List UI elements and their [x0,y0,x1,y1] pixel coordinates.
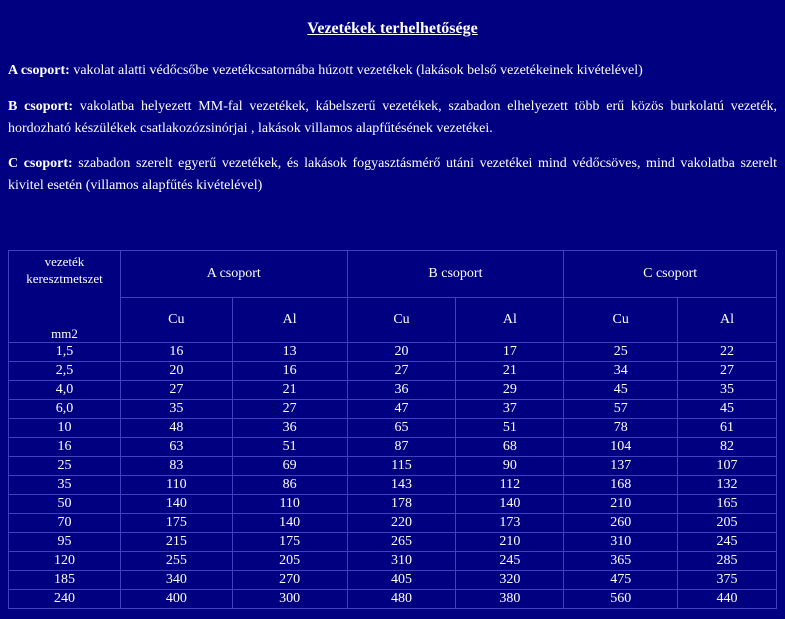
group-c-cu-cell: 78 [564,419,678,438]
group-c-al-cell: 82 [678,438,777,457]
group-b-al-cell: 380 [456,590,564,609]
cross-section-cell: 35 [9,476,121,495]
group-a-al-cell: 300 [232,590,347,609]
group-b-al-cell: 320 [456,571,564,590]
cross-section-cell: 4,0 [9,381,121,400]
group-c-al-cell: 440 [678,590,777,609]
group-a-al-cell: 16 [232,362,347,381]
group-b-cu-cell: 115 [347,457,456,476]
group-a-cu-cell: 16 [120,343,232,362]
cross-section-header-line1: vezeték [44,254,85,269]
group-b-cu-cell: 220 [347,514,456,533]
group-b-al-cell: 17 [456,343,564,362]
cross-section-header [9,251,121,343]
group-c-cu-cell: 168 [564,476,678,495]
group-b-cu-cell: 27 [347,362,456,381]
group-c-cu-cell: 260 [564,514,678,533]
cross-section-cell: 10 [9,419,121,438]
table-row [9,495,777,514]
group-b-text: vakolatba helyezett MM-fal vezetékek, kábelszerű vezetékek, szabadon elhelyezett több erű közös burkolatú vezeték, hordozható készülékek csatlakozózsinórjai , lakások villamos alapfűtésének vezetékei. [8,99,778,136]
group-a-cu-cell: 63 [120,438,232,457]
group-a-al-cell: 51 [232,438,347,457]
group-c-text: szabadon szerelt egyerű vezetékek, és lakások fogyasztásmérő utáni vezetékei mind védőcsöves, mind vakolatba szerelt kivitel esetén (villamos alapfűtés kivételével) [8,156,777,193]
group-c-cu-cell: 210 [564,495,678,514]
group-b-cu-cell: 20 [347,343,456,362]
load-capacity-table [8,250,777,609]
group-a-label: A csoport: [8,63,70,78]
table-row [9,381,777,400]
group-c-cu-cell: 25 [564,343,678,362]
group-a-cu-cell: 215 [120,533,232,552]
table-row [9,533,777,552]
table-row [9,438,777,457]
group-c-al-cell: 22 [678,343,777,362]
table-header-row [9,251,777,298]
group-c-al-cell: 375 [678,571,777,590]
table-row [9,476,777,495]
group-c-cu-cell: 34 [564,362,678,381]
group-c-header: C csoport [564,251,777,298]
group-a-cu-cell: 83 [120,457,232,476]
group-c-al-cell: 245 [678,533,777,552]
group-a-cu-cell: 110 [120,476,232,495]
group-c-cu-header: Cu [564,298,678,343]
table-row [9,457,777,476]
cross-section-header-line2: keresztmetszet [26,271,103,286]
group-a-al-cell: 36 [232,419,347,438]
group-a-cu-cell: 35 [120,400,232,419]
group-a-cu-cell: 340 [120,571,232,590]
group-c-al-cell: 27 [678,362,777,381]
table-row [9,400,777,419]
group-b-al-cell: 29 [456,381,564,400]
table-row [9,571,777,590]
group-c-cu-cell: 475 [564,571,678,590]
group-a-al-cell: 175 [232,533,347,552]
group-c-label: C csoport: [8,156,73,171]
cross-section-cell: 185 [9,571,121,590]
group-b-al-cell: 51 [456,419,564,438]
group-a-cu-cell: 255 [120,552,232,571]
group-a-al-cell: 205 [232,552,347,571]
group-c-al-cell: 45 [678,400,777,419]
table-body [9,343,777,609]
group-c-cu-cell: 310 [564,533,678,552]
group-a-cu-cell: 175 [120,514,232,533]
group-b-al-cell: 245 [456,552,564,571]
group-b-al-cell: 140 [456,495,564,514]
group-b-cu-cell: 480 [347,590,456,609]
group-a-al-cell: 27 [232,400,347,419]
group-a-header: A csoport [120,251,347,298]
group-b-description [8,96,777,140]
group-a-description [8,60,777,82]
group-b-label: B csoport: [8,99,74,114]
group-b-cu-cell: 36 [347,381,456,400]
group-b-al-header: Al [456,298,564,343]
cross-section-cell: 1,5 [9,343,121,362]
group-a-cu-cell: 20 [120,362,232,381]
group-c-al-cell: 205 [678,514,777,533]
table-row [9,419,777,438]
table-row [9,362,777,381]
group-a-cu-cell: 48 [120,419,232,438]
cross-section-unit: mm2 [51,326,78,341]
group-c-al-cell: 132 [678,476,777,495]
group-c-al-cell: 107 [678,457,777,476]
table-row [9,514,777,533]
group-c-al-header: Al [678,298,777,343]
group-b-al-cell: 173 [456,514,564,533]
group-c-al-cell: 35 [678,381,777,400]
group-c-cu-cell: 137 [564,457,678,476]
group-b-cu-header: Cu [347,298,456,343]
group-b-cu-cell: 178 [347,495,456,514]
group-b-cu-cell: 310 [347,552,456,571]
table-row [9,343,777,362]
group-b-header: B csoport [347,251,564,298]
group-b-al-cell: 112 [456,476,564,495]
cross-section-cell: 6,0 [9,400,121,419]
group-a-cu-cell: 400 [120,590,232,609]
page-title: Vezetékek terhelhetősége [307,20,478,37]
group-b-al-cell: 210 [456,533,564,552]
group-b-cu-cell: 143 [347,476,456,495]
cross-section-cell: 2,5 [9,362,121,381]
group-c-cu-cell: 45 [564,381,678,400]
cross-section-cell: 240 [9,590,121,609]
group-a-al-cell: 270 [232,571,347,590]
table-row [9,590,777,609]
group-a-al-cell: 21 [232,381,347,400]
group-c-cu-cell: 104 [564,438,678,457]
group-c-cu-cell: 560 [564,590,678,609]
group-c-description [8,153,777,197]
group-a-al-cell: 13 [232,343,347,362]
group-a-al-header: Al [232,298,347,343]
group-a-al-cell: 86 [232,476,347,495]
group-a-al-cell: 69 [232,457,347,476]
group-c-al-cell: 285 [678,552,777,571]
group-a-cu-cell: 140 [120,495,232,514]
group-b-cu-cell: 265 [347,533,456,552]
cross-section-cell: 120 [9,552,121,571]
group-a-cu-header: Cu [120,298,232,343]
group-a-cu-cell: 27 [120,381,232,400]
table-subheader-row [9,298,777,343]
cross-section-cell: 16 [9,438,121,457]
cross-section-cell: 50 [9,495,121,514]
cross-section-cell: 70 [9,514,121,533]
group-b-al-cell: 68 [456,438,564,457]
group-b-al-cell: 90 [456,457,564,476]
group-b-al-cell: 37 [456,400,564,419]
group-c-al-cell: 165 [678,495,777,514]
group-b-al-cell: 21 [456,362,564,381]
group-c-al-cell: 61 [678,419,777,438]
group-c-cu-cell: 365 [564,552,678,571]
table-row [9,552,777,571]
group-b-cu-cell: 65 [347,419,456,438]
group-a-text: vakolat alatti védőcsőbe vezetékcsatornába húzott vezetékek (lakások belső vezetékeinek kivételével) [69,63,643,78]
group-a-al-cell: 110 [232,495,347,514]
cross-section-cell: 95 [9,533,121,552]
group-b-cu-cell: 47 [347,400,456,419]
group-a-al-cell: 140 [232,514,347,533]
group-b-cu-cell: 87 [347,438,456,457]
group-b-cu-cell: 405 [347,571,456,590]
cross-section-cell: 25 [9,457,121,476]
group-c-cu-cell: 57 [564,400,678,419]
